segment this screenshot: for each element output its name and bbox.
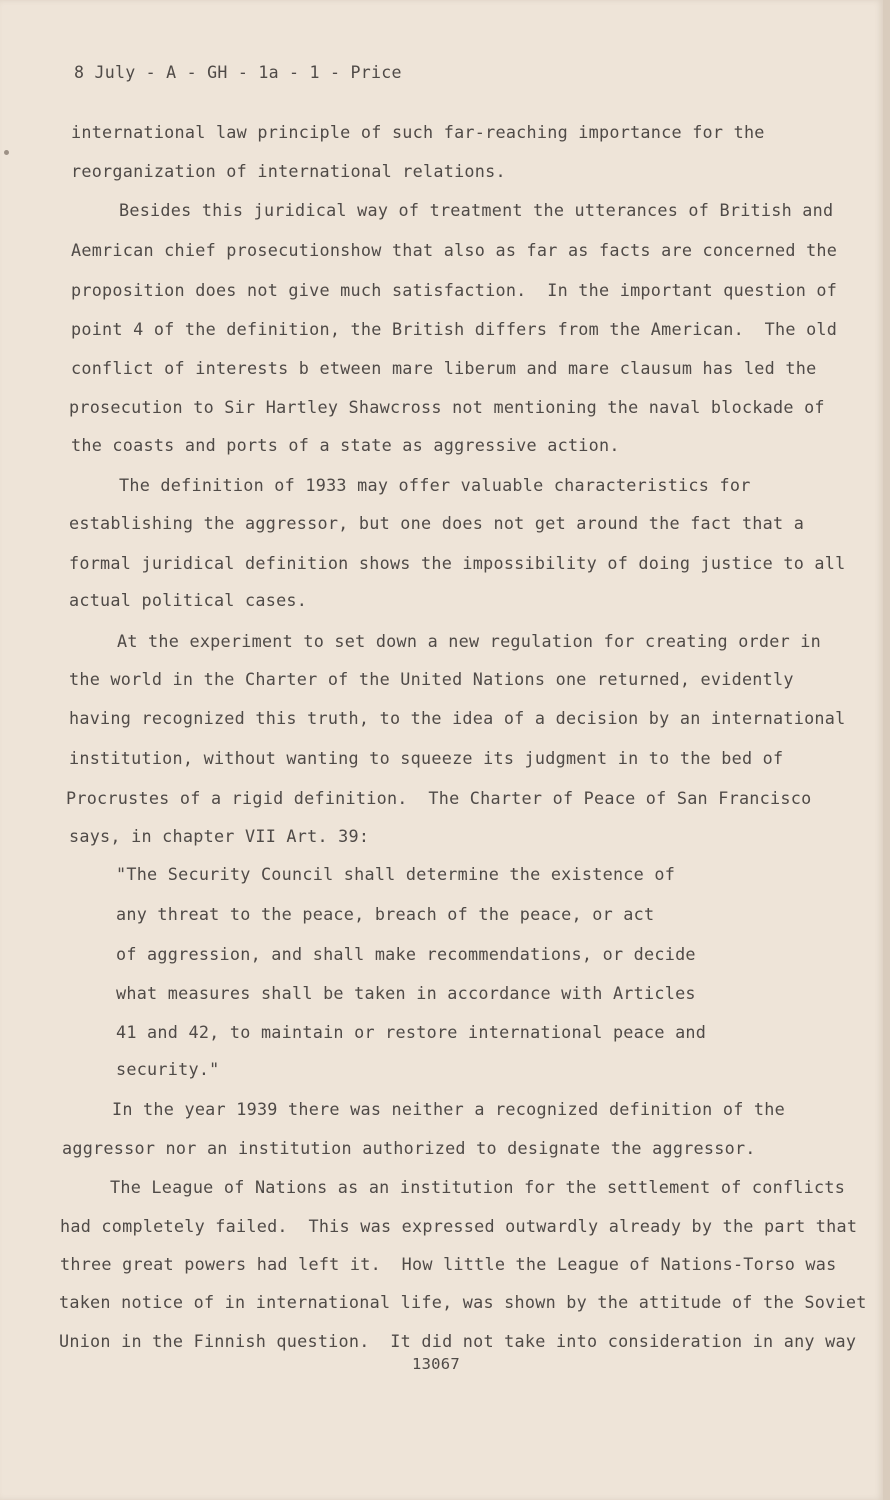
quote-line: 41 and 42, to maintain or restore international peace and: [116, 1022, 707, 1042]
page-number: 13067: [412, 1355, 460, 1373]
text-line: had completely failed. This was expressed outwardly already by the part that: [60, 1216, 858, 1236]
text-line: Besides this juridical way of treatment the utterances of British and: [119, 200, 834, 220]
quote-line: any threat to the peace, breach of the peace, or act: [116, 904, 655, 924]
text-line: point 4 of the definition, the British differs from the American. The old: [71, 319, 838, 339]
text-line: establishing the aggressor, but one does not get around the fact that a: [69, 513, 805, 533]
page-header: 8 July - A - GH - 1a - 1 - Price: [74, 63, 402, 82]
quote-line: security.": [116, 1059, 220, 1079]
text-line: formal juridical definition shows the impossibility of doing justice to all: [69, 553, 846, 573]
quote-line: what measures shall be taken in accordance with Articles: [116, 983, 696, 1003]
text-line: Union in the Finnish question. It did not take into consideration in any way: [59, 1331, 857, 1351]
text-line: The definition of 1933 may offer valuable characteristics for: [119, 475, 751, 495]
text-line: international law principle of such far-reaching importance for the: [71, 122, 765, 142]
text-line: At the experiment to set down a new regulation for creating order in: [117, 631, 822, 651]
text-line: three great powers had left it. How little the League of Nations-Torso was: [60, 1254, 837, 1274]
text-line: The League of Nations as an institution for the settlement of conflicts: [110, 1177, 846, 1197]
text-line: institution, without wanting to squeeze its judgment in to the bed of: [69, 748, 784, 768]
text-line: proposition does not give much satisfaction. In the important question of: [71, 280, 838, 300]
page-edge: [883, 0, 890, 1500]
text-line: conflict of interests b etween mare liberum and mare clausum has led the: [71, 358, 817, 378]
margin-mark: [4, 150, 9, 155]
text-line: prosecution to Sir Hartley Shawcross not mentioning the naval blockade of: [69, 397, 825, 417]
text-line: having recognized this truth, to the idea of a decision by an international: [69, 708, 846, 728]
text-line: actual political cases.: [69, 590, 308, 610]
text-line: Aemrican chief prosecutionshow that also as far as facts are concerned the: [71, 240, 838, 260]
text-line: aggressor nor an institution authorized to designate the aggressor.: [62, 1138, 756, 1158]
text-line: taken notice of in international life, was shown by the attitude of the Soviet: [59, 1292, 867, 1312]
quote-line: of aggression, and shall make recommendations, or decide: [116, 944, 696, 964]
text-line: the coasts and ports of a state as aggressive action.: [71, 435, 620, 455]
text-line: In the year 1939 there was neither a recognized definition of the: [112, 1099, 785, 1119]
quote-line: "The Security Council shall determine the existence of: [116, 864, 676, 884]
text-line: the world in the Charter of the United Nations one returned, evidently: [69, 669, 794, 689]
text-line: reorganization of international relations.: [71, 161, 506, 181]
text-line: says, in chapter VII Art. 39:: [69, 826, 370, 846]
text-line: Procrustes of a rigid definition. The Charter of Peace of San Francisco: [66, 788, 812, 808]
